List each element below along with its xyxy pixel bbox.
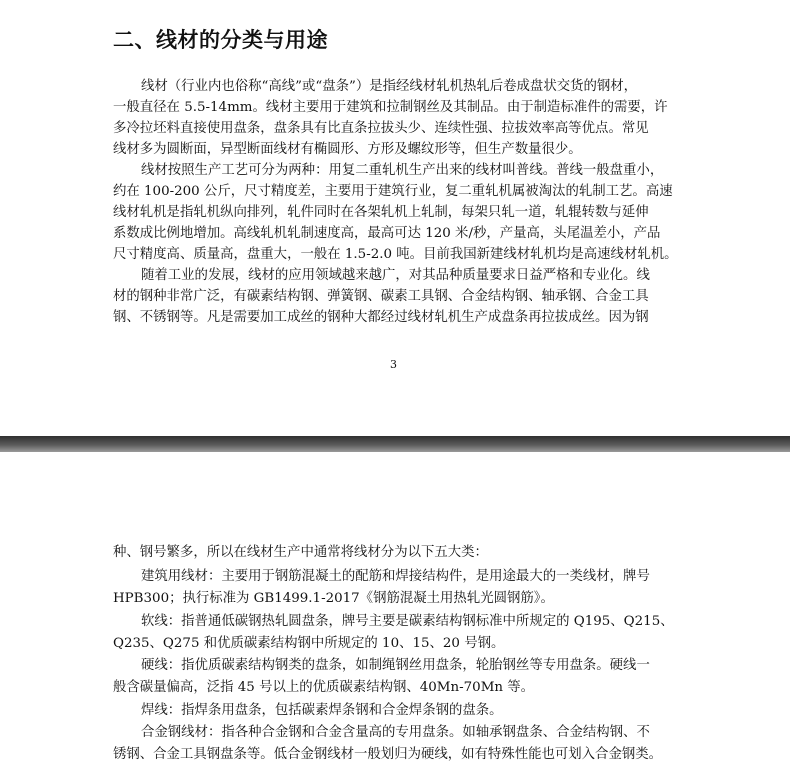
paragraph-line: 般含碳量偏高，泛指 45 号以上的优质碳素结构钢、40Mn-70Mn 等。 bbox=[113, 680, 535, 695]
paragraph-line: 线材按照生产工艺可分为两种：用复二重轧机生产出来的线材叫普线。普线一般盘重小， bbox=[141, 163, 664, 178]
page-number: 3 bbox=[390, 358, 397, 371]
paragraph-line: 硬线：指优质碳素结构钢类的盘条，如制绳钢丝用盘条，轮胎钢丝等专用盘条。硬线一 bbox=[141, 658, 650, 673]
paragraph-line: 系数成比例地增加。高线轧机轧制速度高，最高可达 120 米/秒，产量高，头尾温差小，产品 bbox=[113, 226, 661, 241]
paragraph-line: 线材轧机是指轧机纵向排列，轧件同时在各架轧机上轧制，每架只轧一道，轧辊转数与延伸 bbox=[113, 205, 649, 220]
paragraph-line: 合金钢线材：指各种合金钢和合金含量高的专用盘条。如轴承钢盘条、合金结构钢、不 bbox=[141, 725, 650, 740]
paragraph-line: 线材多为圆断面，异型断面线材有椭圆形、方形及螺纹形等，但生产数量很少。 bbox=[113, 142, 582, 157]
paragraph-line: 钢、不锈钢等。凡是需要加工成丝的钢种大都经过线材轧机生产成盘条再拉拔成丝。因为钢 bbox=[113, 310, 649, 325]
paragraph-line: 随着工业的发展，线材的应用领域越来越广，对其品种质量要求日益严格和专业化。线 bbox=[141, 268, 650, 283]
paragraph-line: 多冷拉坯料直接使用盘条，盘条具有比直条拉拔头少、连续性强、拉拔效率高等优点。常见 bbox=[113, 121, 649, 136]
paragraph-line: 建筑用线材：主要用于钢筋混凝土的配筋和焊接结构件，是用途最大的一类线材，牌号 bbox=[141, 569, 650, 584]
section-heading: 二、线材的分类与用途 bbox=[113, 28, 328, 52]
paragraph-line: 材的钢种非常广泛，有碳素结构钢、弹簧钢、碳素工具钢、合金结构钢、轴承钢、合金工具 bbox=[113, 289, 649, 304]
paragraph-line: 焊线：指焊条用盘条，包括碳素焊条钢和合金焊条钢的盘条。 bbox=[141, 703, 503, 718]
paragraph-line: 锈钢、合金工具钢盘条等。低合金钢线材一般划归为硬线，如有特殊性能也可划入合金钢类。 bbox=[113, 747, 663, 762]
paragraph-line: 尺寸精度高、质量高，盘重大，一般在 1.5-2.0 吨。目前我国新建线材轧机均是高速线材轧机。 bbox=[113, 247, 678, 262]
page-separator bbox=[0, 436, 790, 452]
document-page-bottom bbox=[0, 452, 790, 777]
paragraph-line: 一般直径在 5.5-14mm。线材主要用于建筑和拉制钢丝及其制品。由于制造标准件的需要，许 bbox=[113, 100, 668, 115]
paragraph-line: 软线：指普通低碳钢热轧圆盘条，牌号主要是碳素结构钢标准中所规定的 Q195、Q215、 bbox=[141, 614, 674, 629]
paragraph-line: HPB300；执行标准为 GB1499.1-2017《钢筋混凝土用热轧光圆钢筋》。 bbox=[113, 591, 554, 606]
paragraph-line: 种、钢号繁多，所以在线材生产中通常将线材分为以下五大类： bbox=[113, 545, 488, 560]
paragraph-line: 线材（行业内也俗称“高线”或“盘条”）是指经线材轧机热轧后卷成盘状交货的钢材， bbox=[141, 79, 638, 94]
paragraph-line: Q235、Q275 和优质碳素结构钢中所规定的 10、15、20 号钢。 bbox=[113, 636, 505, 651]
paragraph-line: 约在 100-200 公斤，尺寸精度差，主要用于建筑行业，复二重轧机属被淘汰的轧制工艺。高速 bbox=[113, 184, 673, 199]
